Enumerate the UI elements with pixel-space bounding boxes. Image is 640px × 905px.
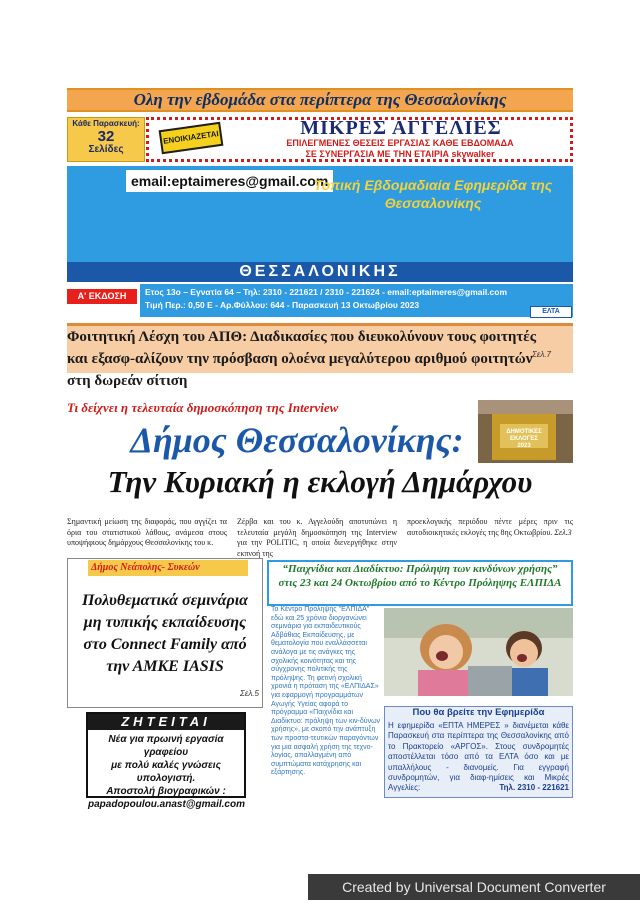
svg-text:ΕΚΛΟΓΕΣ: ΕΚΛΟΓΕΣ [509, 436, 539, 442]
pages-unit: Σελίδες [88, 144, 124, 155]
elta-logo: ΕΛΤΑ [530, 306, 572, 318]
pages-label: Κάθε Παρασκευή: [72, 119, 140, 128]
info-line-contact: Ετος 13ο – Εγνατία 64 – Τηλ: 2310 - 221621 / 2310 - 221624 - email:eptaimeres@gmail.com [145, 287, 508, 297]
student-story-headline: Φοιτητική Λέσχη του ΑΠΘ: Διαδικασίες που διευκολύνουν τους φοιτητές και εξασφ-αλίζουν την πρόσβαση ολοένα μεγαλύτερου αριθμού φοιτητών στη δωρεάν σίτιση [67, 329, 537, 389]
distribution-text: Η εφημερίδα «ΕΠΤΑ ΗΜΕΡΕΣ » διανέμεται κάθε Παρασκευή στα περίπτερα της Θεσσαλονίκης από το Πρακτορείο «ΑΡΓΟΣ». Στους συνδρομητές αποστέλλεται τόσο από τα ΕΛΤΑ όσο και με υπαλλήλους - διανομείς. Για εγγραφή συνδρομητών, για διαφ-ημίσεις και Μικρές Αγγελίες: [388, 721, 569, 793]
pages-count: 32 [97, 128, 115, 145]
for-rent-stamp: ΕΝΟΙΚΙΑΖΕΤΑΙ [159, 122, 224, 154]
distribution-title: Που θα βρείτε την Εφημερίδα [412, 707, 545, 718]
poll-column-2: Ζέρβα και του κ. Αγγελούδη αποτυπώνει η τελευταία μεγάλη δημοσκόπηση της Interview για την POLITIC, η οποία διενεργήθηκε στην εκπνοή της [237, 517, 397, 558]
info-line-issue: Τιμή Περ.: 0,50 Ε - Αρ.Φύλλου: 644 - Παρασκευή 13 Οκτωβρίου 2023 [145, 300, 420, 310]
kids-gaming-photo [384, 608, 573, 696]
job-ad-line2: με πολύ καλές γνώσεις υπολογιστή. [111, 760, 221, 784]
poll-column-1: Σημαντική μείωση της διαφοράς, που αγγίζει τα όρια του στατιστικού λάθους, ανάμεσα στους υποψήφιους δημάρχους Θεσσαλονίκης του κ. [67, 517, 227, 547]
job-ad-line1: Νέα για πρωινή εργασία γραφείου [108, 734, 224, 758]
kids-gaming-image [384, 608, 573, 696]
poll-headline: Δήμος Θεσσαλονίκης: [130, 420, 464, 460]
svg-text:2023: 2023 [517, 443, 531, 449]
poll-column-3-page: Σελ.3 [554, 527, 572, 537]
student-story-page: Σελ.7 [532, 350, 551, 359]
job-ad-line3: Αποστολή βιογραφικών : [106, 786, 226, 797]
job-ad-email[interactable]: papadopoulou.anast@gmail.com [88, 799, 245, 810]
pages-count-box [67, 117, 145, 162]
prevention-body: Το Κέντρο Πρόληψης "ΕΛΠΙΔΑ" εδώ και 25 χρόνια διοργανώνει σεμινάρια για εκπαιδευτικούς Αδβάθιας Εκπαίδευσης, με θεματολογία που εναλλάσσεται ανάλογα με τις ανάγκες της σχολικής κοινότητας και της σύγχρονης πολιτικής της πρόληψης. Τη φετινή σχολική χρονιά η πρόταση της «ΕΛΠΙΔΑΣ» για εφαρμογή προγραμμάτων Αγωγής Υγείας αφορά το πρόγραμμα «Παιχνίδια και Διαδίκτυο: πρόληψη των κιν-δύνων χρήσης», με σκοπό την ανάπτυξη των προστα-τευτικών παραγόντων για μια ασφαλή χρήση της τεχνο-λογίας, απαλλαγμένη από συμπτώματα κατάχρησης και εξάρτησης. [271, 606, 381, 777]
weekly-banner: Ολη την εβδομάδα στα περίπτερα της Θεσσαλονίκης [67, 88, 573, 112]
prevention-headline: “Παιχνίδια και Διαδίκτυο: Πρόληψη των κινδύνων χρήσης” στις 23 και 24 Οκτωβρίου από το Κέντρο Πρόληψης ΕΛΠΙΔΑ [278, 563, 562, 589]
poll-subheadline: Την Κυριακή η εκλογή Δημάρχου [107, 464, 533, 499]
seminar-kicker: Δήμος Νεάπολης- Συκεών [88, 560, 248, 576]
edition-badge: Α' ΕΚΔΟΣΗ [67, 289, 137, 304]
seminar-headline: Πολυθεματικά σεμινάρια μη τυπικής εκπαίδευσης στο Connect Family από την ΑΜΚΕ IASIS [81, 592, 249, 675]
distribution-phone: Τηλ. 2310 - 221621 [499, 783, 569, 792]
classifieds-line1: ΕΠΙΛΕΓΜΕΝΕΣ ΘΕΣΕΙΣ ΕΡΓΑΣΙΑΣ ΚΑΘΕ ΕΒΔΟΜΑΔΑ [286, 138, 514, 148]
masthead-email[interactable]: email:eptaimeres@gmail.com [126, 170, 333, 192]
poll-column-3-text: προεκλογικής περιόδου πέντε μέρες πριν τις αυτοδιοικητικές εκλογές της 8ης Οκτωβρίου. [407, 517, 573, 537]
job-ad-text [88, 733, 244, 811]
svg-text:ΔΗΜΟΤΙΚΕΣ: ΔΗΜΟΤΙΚΕΣ [506, 429, 542, 435]
poll-column-3 [407, 517, 573, 538]
classifieds-title: ΜΙΚΡΕΣ ΑΓΓΕΛΙΕΣ [300, 117, 502, 139]
poll-kicker: Τι δείχνει η τελευταία δημοσκόπηση της Interview [67, 400, 339, 415]
city-bar: ΘΕΣΣΑΛΟΝΙΚΗΣ [67, 262, 573, 282]
job-ad-title: ΖΗΤΕΙΤΑΙ [88, 714, 244, 730]
classifieds-line2: ΣΕ ΣΥΝΕΡΓΑΣΙΑ ΜΕ ΤΗΝ ΕΤΑΙΡΙΑ skywalker [305, 149, 495, 159]
seminar-page: Σελ.5 [240, 689, 259, 698]
masthead-tagline: Τοπική Εβδομαδιαία Εφημερίδα της Θεσσαλονίκης [313, 177, 553, 211]
converter-watermark: Created by Universal Document Converter [308, 874, 640, 900]
